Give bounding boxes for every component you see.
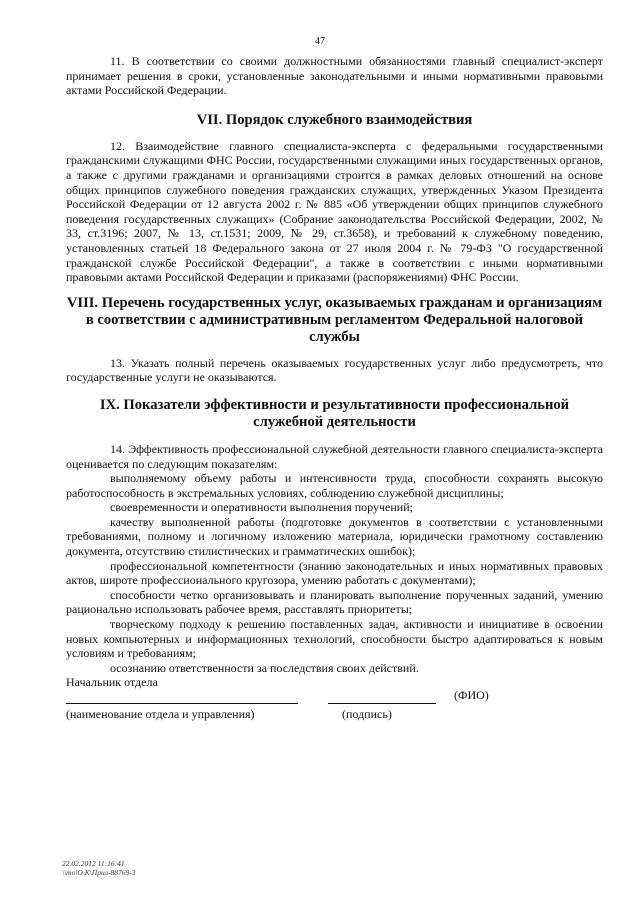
indicator-item: качеству выполненной работы (подготовке документов в соответствии с установленными требованиями, полному и логичному изложению материала, юридически грамотному составлению документа, отсутствию стилистических и грамматических ошибок); — [66, 514, 603, 559]
indicator-item: профессиональной компетентности (знанию законодательных и иных нормативных правовых актов, широте профессионального кругозора, умению работать с документами); — [66, 558, 603, 588]
footer-timestamp: 22.02.2012 11:16:41 — [62, 859, 125, 868]
dept-label: (наименование отдела и управления) — [66, 707, 255, 721]
paragraph-13: 13. Указать полный перечень оказываемых государственных услуг либо предусмотреть, что государственные услуги не оказываются. — [66, 355, 603, 385]
indicator-item: выполняемому объему работы и интенсивности труда, способности сохранять высокую работоспособность в экстремальных условиях, соблюдению служебной дисциплины; — [66, 471, 603, 500]
paragraph-14: 14. Эффективность профессиональной служебной деятельности главного специалиста-эксперта оценивается по следующим показателям: — [66, 441, 603, 471]
sign-signature-line — [328, 703, 436, 704]
signature-head: Начальник отдела — [66, 675, 158, 690]
signature-block — [66, 690, 603, 730]
paragraph-11: 11. В соответствии со своими должностными обязанностями главный специалист-эксперт принимает решения в сроки, установленные законодательными и иными нормативными правовыми актами Российской Федерации. — [66, 54, 603, 98]
paragraph-12: 12. Взаимодействие главного специалиста-эксперта с федеральными государственными гражданскими служащими ФНС России, государственными служащими иных государственных органов, а также с другими гражданами и организациями строится в рамках деловых отношений на основе общих принципов служебного поведения гражданских служащих, утвержденных Указом Президента Российской Федерации от 12 августа 2002 г. № 885 «Об утверждении общих принципов служебного поведения государственных служащих» (Собрание законодательства Российской Федерации, 2002, № 33, ст.3196; 2007, № 13, ст.1531; 2009, № 29, ст.3658), и требований к служебному поведению, установленных статьей 18 Федерального закона от 27 июля 2004 г. № 79-ФЗ "О государственной гражданской службе Российской Федерации", а также в соответствии с иными нормативными правовыми актами Российской Федерации и приказами (распоряжениями) ФНС России. — [66, 138, 603, 285]
indicator-item: творческому подходу к решению поставленных задач, активности и инициативе в освоении новых компьютерных и информационных технологий, способности быстро адаптироваться к новым условиям и требованиям; — [66, 617, 603, 661]
section-8-heading: VIII. Перечень государственных услуг, оказываемых гражданам и организациям в соответствии с административным регламентом Федеральной налоговой службы — [66, 294, 603, 345]
indicator-item: осознанию ответственности за последствия своих действий. — [110, 660, 419, 675]
document-body — [66, 54, 603, 730]
indicator-item: своевременности и оперативности выполнения поручений; — [110, 500, 413, 515]
dept-signature-line — [66, 703, 298, 704]
file-footer — [62, 859, 135, 877]
section-9-heading: IX. Показатели эффективности и результативности профессиональной служебной деятельности — [99, 396, 570, 430]
section-7-heading: VII. Порядок служебного взаимодействия — [196, 111, 473, 128]
sign-label: (подпись) — [342, 707, 392, 721]
indicator-item: способности четко организовывать и планировать выполнение порученных заданий, умению рационально использовать рабочее время, расставлять приоритеты; — [66, 587, 603, 617]
footer-filepath: \\mo\О К\Прил-88769-3 — [62, 868, 136, 877]
page-number: 47 — [315, 36, 325, 47]
fio-label: (ФИО) — [454, 688, 489, 702]
